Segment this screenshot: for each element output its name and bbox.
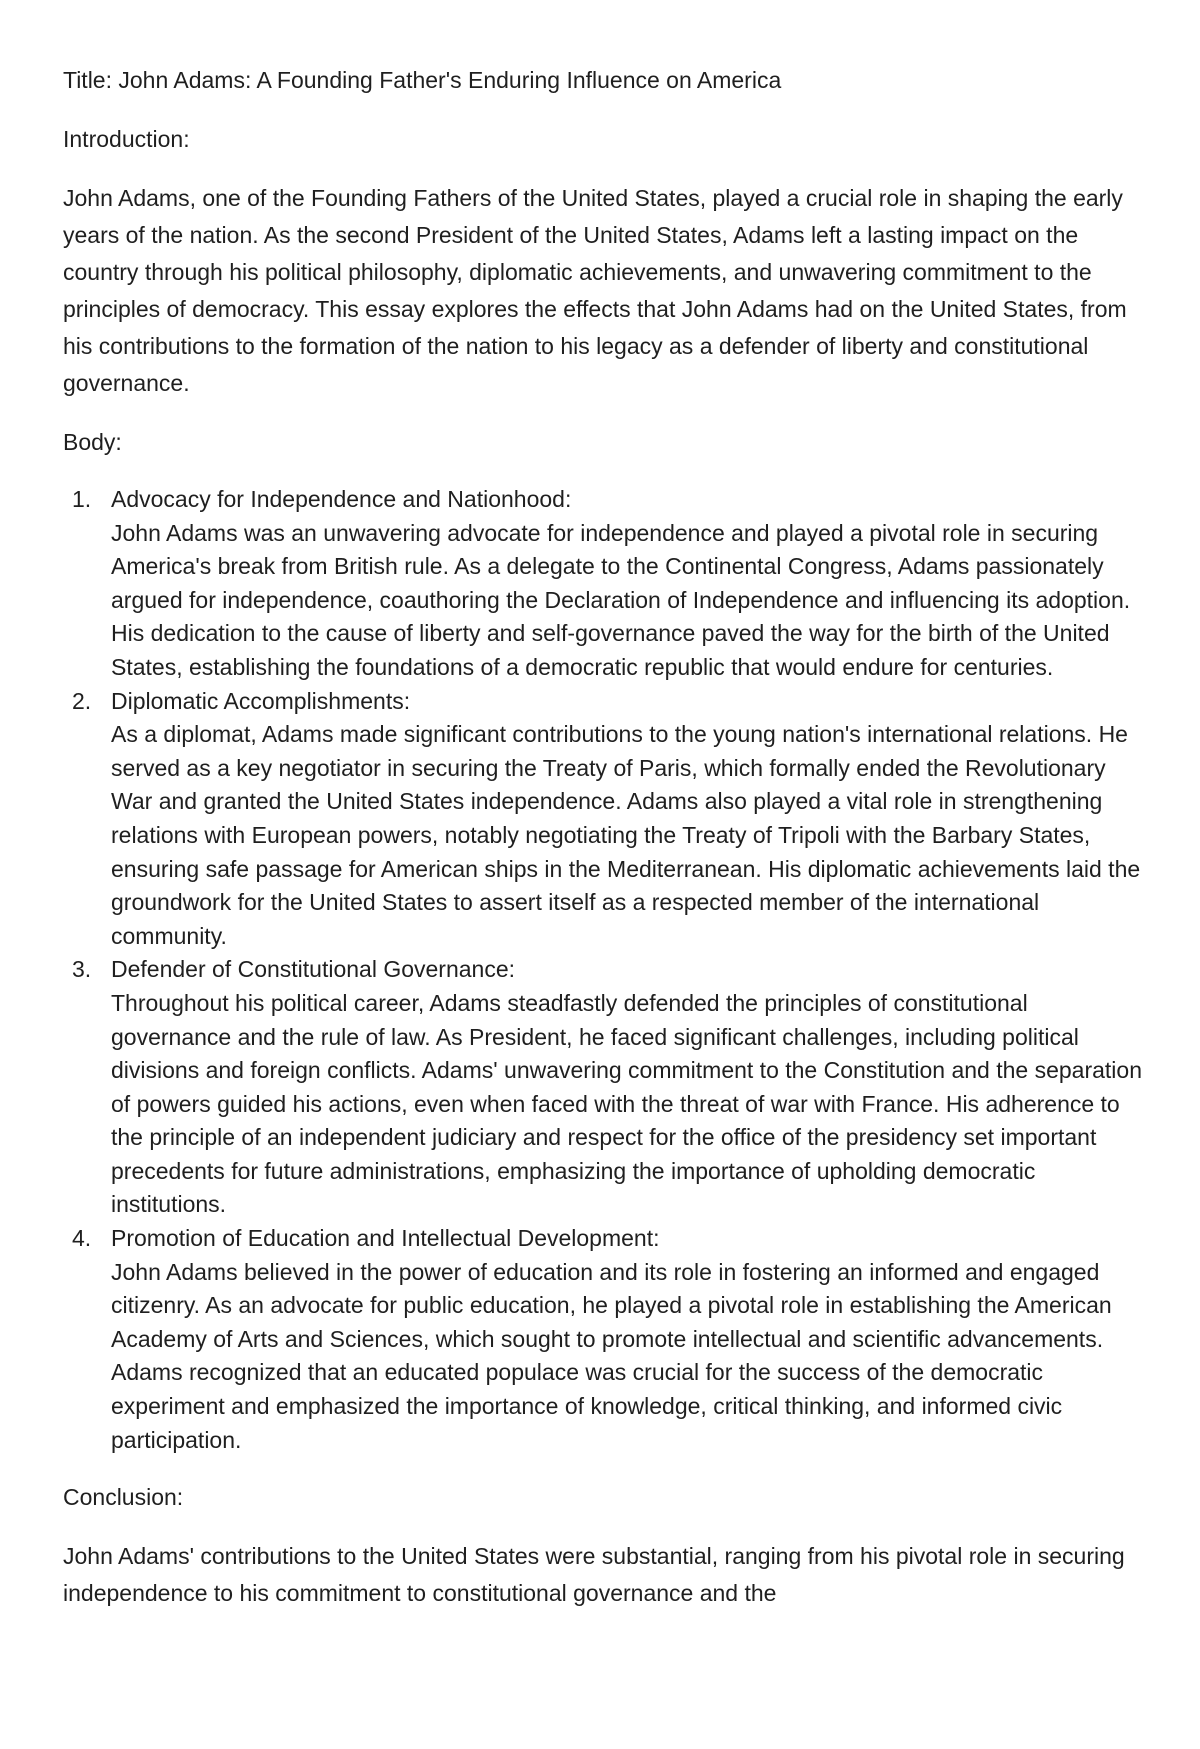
list-item-title: Promotion of Education and Intellectual Development: [111, 1225, 660, 1252]
introduction-paragraph: John Adams, one of the Founding Fathers of the United States, played a crucial role in shaping the early years of the nation. As the second President of the United States, Adams left a lasting impact on the country through his political philosophy, diplomatic achievements, and unwavering commitment to the principles of democracy. This essay explores the effects that John Adams had on the United States, from his contributions to the formation of the nation to his legacy as a defender of liberty and constitutional governance. [63, 185, 1127, 396]
list-item [63, 1222, 1143, 1457]
list-item-title: Defender of Constitutional Governance: [111, 956, 516, 983]
list-item-number: 2. [72, 687, 92, 714]
list-item [63, 483, 1143, 685]
document-title: Title: John Adams: A Founding Father's Enduring Influence on America [63, 67, 782, 93]
list-item-text: John Adams believed in the power of education and its role in fostering an informed and engaged citizenry. As an advocate for public education, he played a pivotal role in establishing the American Academy of Arts and Sciences, which sought to promote intellectual and scientific advancements. Adams recognized that an educated populace was crucial for the success of the democratic experiment and emphasized the importance of knowledge, critical thinking, and informed civic participation. [111, 1258, 1112, 1453]
list-item-text: John Adams was an unwavering advocate for independence and played a pivotal role in securing America's break from British rule. As a delegate to the Continental Congress, Adams passionately argued for independence, coauthoring the Declaration of Independence and influencing its adoption. His dedication to the cause of liberty and self-governance paved the way for the birth of the United States, establishing the foundations of a democratic republic that would endure for centuries. [111, 519, 1131, 680]
list-item-text: As a diplomat, Adams made significant contributions to the young nation's international relations. He served as a key negotiator in securing the Treaty of Paris, which formally ended the Revolutionary War and granted the United States independence. Adams also played a vital role in strengthening relations with European powers, notably negotiating the Treaty of Tripoli with the Barbary States, ensuring safe passage for American ships in the Mediterranean. His diplomatic achievements laid the groundwork for the United States to assert itself as a respected member of the international community. [111, 721, 1141, 949]
list-item [63, 685, 1143, 954]
list-item-title: Diplomatic Accomplishments: [111, 687, 411, 714]
body-list [63, 483, 1143, 1457]
introduction-heading: Introduction: [63, 126, 190, 152]
body-heading: Body: [63, 429, 122, 455]
list-item-number: 4. [72, 1225, 92, 1252]
list-item-number: 3. [72, 956, 92, 983]
list-item-title: Advocacy for Independence and Nationhood: [111, 486, 572, 512]
conclusion-paragraph: John Adams' contributions to the United States were substantial, ranging from his pivotal role in securing independence to his commitment to constitutional governance and the [63, 1543, 1125, 1607]
document-page [63, 62, 1143, 1634]
list-item-number: 1. [72, 486, 92, 512]
list-item [63, 953, 1143, 1222]
conclusion-heading: Conclusion: [63, 1484, 184, 1511]
list-item-text: Throughout his political career, Adams steadfastly defended the principles of constitutional governance and the rule of law. As President, he faced significant challenges, including political divisions and foreign conflicts. Adams' unwavering commitment to the Constitution and the separation of powers guided his actions, even when faced with the threat of war with France. His adherence to the principle of an independent judiciary and respect for the office of the presidency set important precedents for future administrations, emphasizing the importance of upholding democratic institutions. [111, 989, 1143, 1218]
